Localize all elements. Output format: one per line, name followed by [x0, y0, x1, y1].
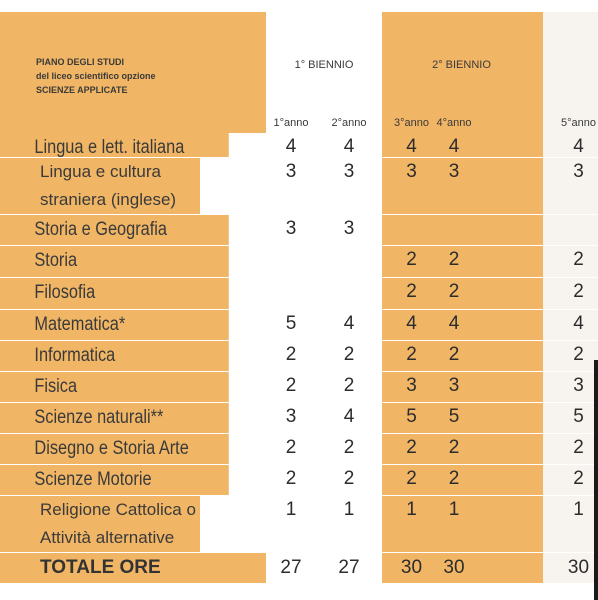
- header-blank-cell: [382, 12, 394, 49]
- hours-cell: 1: [316, 496, 382, 553]
- hours-cell: 1: [394, 496, 429, 553]
- header-blank-cell: [429, 12, 479, 49]
- hours-cell: 2: [316, 341, 382, 372]
- header-blank-cell: [529, 12, 543, 49]
- subject-name-line: Religione Cattolica o: [40, 500, 196, 519]
- hours-cell: 2: [316, 372, 382, 403]
- spacer-cell: [382, 496, 394, 553]
- year-label: 3°anno: [394, 117, 429, 129]
- hours-cell: 2: [394, 246, 429, 278]
- hours-cell: 4: [394, 133, 429, 158]
- hours-cell: 2: [266, 434, 316, 465]
- subject-name: [0, 496, 200, 553]
- header-blank-cell: [479, 12, 529, 49]
- total-hours-cell: 27: [316, 553, 382, 583]
- hours-cell: 1: [543, 496, 598, 553]
- hours-cell: 2: [394, 434, 429, 465]
- spacer-cell: [479, 278, 529, 310]
- spacer-cell: [382, 403, 394, 434]
- hours-cell: 2: [394, 341, 429, 372]
- hours-cell: 2: [543, 341, 598, 372]
- hours-cell: 2: [543, 246, 598, 278]
- hours-cell: 3: [394, 158, 429, 215]
- subject-name: Filosofia: [0, 278, 229, 310]
- hours-cell: 2: [429, 246, 479, 278]
- hours-cell: 4: [429, 310, 479, 341]
- year-label: 2°anno: [331, 117, 367, 129]
- hours-cell: [543, 215, 598, 246]
- spacer-cell: [382, 215, 394, 246]
- hours-cell: 3: [266, 403, 316, 434]
- header-gap-cell: [382, 49, 394, 133]
- hours-cell: 4: [316, 310, 382, 341]
- subject-name: Matematica*: [0, 310, 229, 341]
- year-label: 1°anno: [273, 117, 309, 129]
- plan-title: [36, 55, 156, 97]
- spacer-cell: [529, 278, 543, 310]
- hours-cell: 2: [429, 434, 479, 465]
- spacer-cell: [529, 496, 543, 553]
- subject-name: Lingua e lett. italiana: [0, 133, 229, 158]
- spacer-cell: [382, 372, 394, 403]
- spacer-cell: [479, 553, 529, 583]
- spacer-cell: [529, 158, 543, 215]
- header-gap-cell: [529, 49, 543, 133]
- spacer-cell: [529, 403, 543, 434]
- hours-cell: 4: [394, 310, 429, 341]
- hours-cell: 4: [543, 310, 598, 341]
- hours-cell: 2: [394, 278, 429, 310]
- hours-cell: 5: [543, 403, 598, 434]
- spacer-cell: [529, 310, 543, 341]
- subject-name: Informatica: [0, 341, 229, 372]
- hours-cell: 4: [266, 133, 316, 158]
- hours-cell: 2: [316, 434, 382, 465]
- spacer-cell: [382, 553, 394, 583]
- total-hours-cell: 30: [429, 553, 479, 583]
- plan-title-cell: [0, 49, 266, 133]
- spacer-cell: [479, 496, 529, 553]
- subject-name: Scienze Motorie: [0, 465, 229, 496]
- hours-cell: [316, 246, 382, 278]
- hours-cell: 3: [543, 158, 598, 215]
- hours-cell: 3: [429, 158, 479, 215]
- hours-cell: 5: [394, 403, 429, 434]
- hours-cell: 2: [543, 465, 598, 496]
- spacer-cell: [529, 372, 543, 403]
- hours-cell: 2: [316, 465, 382, 496]
- hours-cell: 2: [429, 341, 479, 372]
- spacer-cell: [479, 341, 529, 372]
- plan-title-line: del liceo scientifico opzione: [36, 71, 156, 81]
- spacer-cell: [382, 133, 394, 158]
- subject-name: Scienze naturali**: [0, 403, 229, 434]
- hours-cell: 2: [266, 465, 316, 496]
- spacer-cell: [382, 278, 394, 310]
- biennio-1-label: 1° BIENNIO: [266, 49, 382, 133]
- subject-name: Disegno e Storia Arte: [0, 434, 229, 465]
- hours-cell: 3: [266, 215, 316, 246]
- subject-name-line: Lingua e cultura: [40, 162, 161, 181]
- spacer-cell: [529, 553, 543, 583]
- subject-name-line: Attività alternative: [40, 528, 175, 547]
- hours-cell: 1: [429, 496, 479, 553]
- hours-cell: 3: [429, 372, 479, 403]
- hours-cell: 3: [316, 158, 382, 215]
- spacer-cell: [479, 403, 529, 434]
- total-hours-cell: 30: [543, 553, 598, 583]
- spacer-cell: [479, 215, 529, 246]
- hours-cell: 2: [429, 465, 479, 496]
- hours-cell: 2: [266, 341, 316, 372]
- hours-cell: 3: [543, 372, 598, 403]
- study-plan-table: [0, 12, 598, 600]
- hours-cell: [266, 246, 316, 278]
- spacer-cell: [382, 465, 394, 496]
- top-band: [0, 0, 598, 12]
- spacer-cell: [529, 215, 543, 246]
- spacer-cell: [382, 341, 394, 372]
- spacer-cell: [382, 310, 394, 341]
- year-label: 4°anno: [436, 117, 472, 129]
- right-edge-divider: [594, 360, 598, 600]
- header-blank-cell: [394, 12, 429, 49]
- subject-name: Storia e Geografia: [0, 215, 229, 246]
- subject-name: Fisica: [0, 372, 229, 403]
- hours-cell: 5: [266, 310, 316, 341]
- hours-cell: 2: [266, 372, 316, 403]
- spacer-cell: [382, 158, 394, 215]
- hours-cell: [266, 278, 316, 310]
- total-hours-cell: 30: [394, 553, 429, 583]
- hours-cell: 2: [543, 278, 598, 310]
- hours-cell: 3: [394, 372, 429, 403]
- header-blank-cell: [543, 12, 598, 49]
- header-blank-cell: [316, 12, 382, 49]
- spacer-cell: [382, 246, 394, 278]
- hours-cell: 4: [316, 133, 382, 158]
- hours-cell: 5: [429, 403, 479, 434]
- spacer-cell: [382, 434, 394, 465]
- plan-title-line: PIANO DEGLI STUDI: [36, 57, 125, 67]
- hours-cell: [394, 215, 429, 246]
- total-hours-cell: 27: [266, 553, 316, 583]
- hours-cell: 4: [316, 403, 382, 434]
- hours-cell: 2: [429, 278, 479, 310]
- biennio-2-label: 2° BIENNIO: [394, 49, 529, 133]
- hours-cell: [316, 278, 382, 310]
- spacer-cell: [479, 434, 529, 465]
- spacer-cell: [529, 246, 543, 278]
- hours-cell: 1: [266, 496, 316, 553]
- hours-cell: 3: [316, 215, 382, 246]
- spacer-cell: [479, 158, 529, 215]
- hours-cell: 3: [266, 158, 316, 215]
- spacer-cell: [529, 465, 543, 496]
- header-blank-cell: [0, 12, 266, 49]
- spacer-cell: [529, 434, 543, 465]
- hours-cell: 4: [429, 133, 479, 158]
- subject-name: Storia: [0, 246, 229, 278]
- hours-cell: 2: [543, 434, 598, 465]
- spacer-cell: [479, 465, 529, 496]
- spacer-cell: [529, 341, 543, 372]
- header-blank-cell: [266, 12, 316, 49]
- hours-cell: 2: [394, 465, 429, 496]
- hours-cell: [429, 215, 479, 246]
- subject-name-line: straniera (inglese): [40, 190, 177, 209]
- year-label: 5°anno: [561, 117, 596, 129]
- total-hours-label: TOTALE ORE: [0, 553, 266, 583]
- plan-title-line: SCIENZE APPLICATE: [36, 85, 128, 95]
- spacer-cell: [479, 246, 529, 278]
- subject-name: [0, 158, 200, 215]
- spacer-cell: [529, 133, 543, 158]
- hours-cell: 4: [543, 133, 598, 158]
- spacer-cell: [479, 133, 529, 158]
- spacer-cell: [479, 372, 529, 403]
- spacer-cell: [479, 310, 529, 341]
